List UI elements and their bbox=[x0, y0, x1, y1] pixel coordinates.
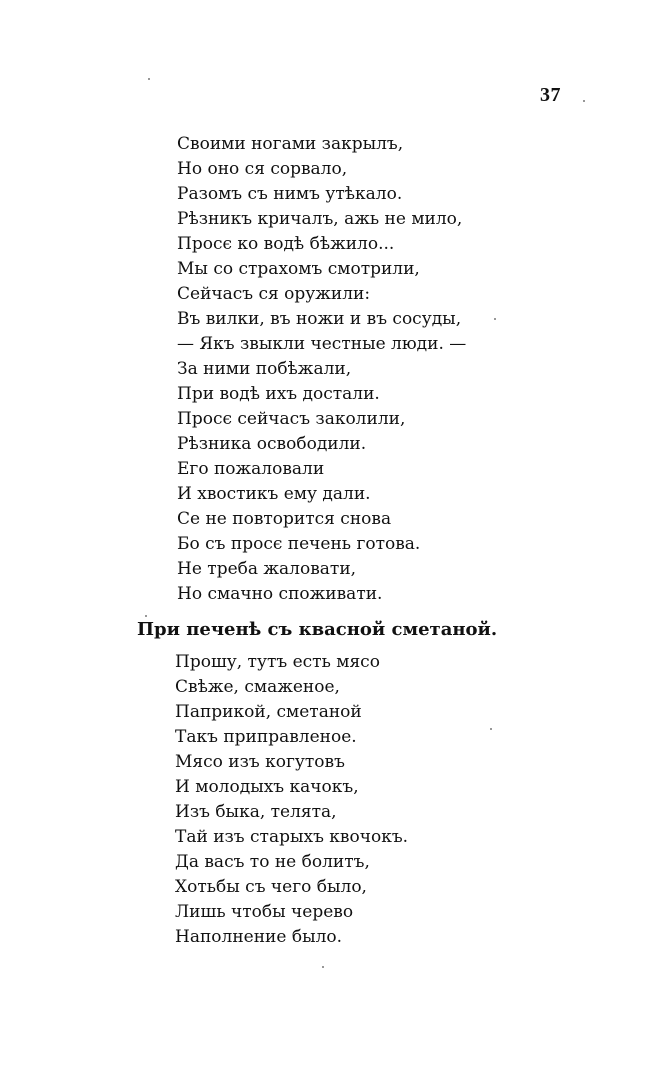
poem-line: Хотьбы съ чего было, bbox=[175, 877, 367, 897]
poem-line: Се не повторится снова bbox=[177, 509, 392, 529]
poem-line: Просє сейчасъ заколили, bbox=[177, 409, 406, 429]
poem-line: Его пожаловали bbox=[177, 459, 325, 479]
section-heading: При печенѣ съ квасной сметаной. bbox=[137, 619, 498, 640]
poem-line: Мясо изъ когутовъ bbox=[175, 752, 345, 772]
poem-line: Сейчасъ ся оружили: bbox=[177, 284, 371, 304]
scan-speck bbox=[494, 318, 496, 320]
poem-line: И молодыхъ качокъ, bbox=[175, 777, 359, 797]
poem-line: При водѣ ихъ достали. bbox=[177, 384, 380, 404]
poem-stanza-2 bbox=[175, 650, 595, 950]
poem-line: Въ вилки, въ ножи и въ сосуды, bbox=[177, 309, 462, 329]
page-number: 37 bbox=[540, 84, 561, 106]
poem-line: Тай изъ старыхъ квочокъ. bbox=[175, 827, 409, 847]
poem-line: Рѣзникъ кричалъ, ажь не мило, bbox=[177, 209, 463, 229]
poem-line: Но смачно споживати. bbox=[177, 584, 383, 604]
poem-line: Но оно ся сорвало, bbox=[177, 159, 348, 179]
scan-speck bbox=[145, 615, 147, 617]
poem-line: Да васъ то не болитъ, bbox=[175, 852, 370, 872]
poem-line: Лишь чтобы черево bbox=[175, 902, 354, 922]
scan-speck bbox=[322, 966, 324, 968]
poem-line: Прошу, тутъ есть мясо bbox=[175, 652, 380, 672]
scan-speck bbox=[148, 78, 150, 80]
poem-line: За ними побѣжали, bbox=[177, 359, 352, 379]
poem-line: Бо съ просє печень готова. bbox=[177, 534, 421, 554]
poem-line: Своими ногами закрылъ, bbox=[177, 134, 404, 154]
poem-line: Изъ быка, телята, bbox=[175, 802, 337, 822]
scan-speck bbox=[583, 100, 585, 102]
poem-line: Свѣже, смаженое, bbox=[175, 677, 340, 697]
poem-line: Наполнение было. bbox=[175, 927, 343, 947]
poem-line: Рѣзника освободили. bbox=[177, 434, 367, 454]
poem-line: Не треба жаловати, bbox=[177, 559, 357, 579]
poem-line: — Якъ звыкли честные люди. — bbox=[177, 334, 467, 354]
poem-line: Разомъ съ нимъ утѣкало. bbox=[177, 184, 403, 204]
scan-speck bbox=[490, 728, 492, 730]
poem-line: Паприкой, сметаной bbox=[175, 702, 362, 722]
poem-line: Мы со страхомъ смотрили, bbox=[177, 259, 420, 279]
poem-line: И хвостикъ ему дали. bbox=[177, 484, 371, 504]
poem-stanza-1 bbox=[177, 132, 597, 607]
poem-line: Просє ко водѣ бѣжило... bbox=[177, 234, 395, 254]
poem-line: Такъ приправленое. bbox=[175, 727, 357, 747]
